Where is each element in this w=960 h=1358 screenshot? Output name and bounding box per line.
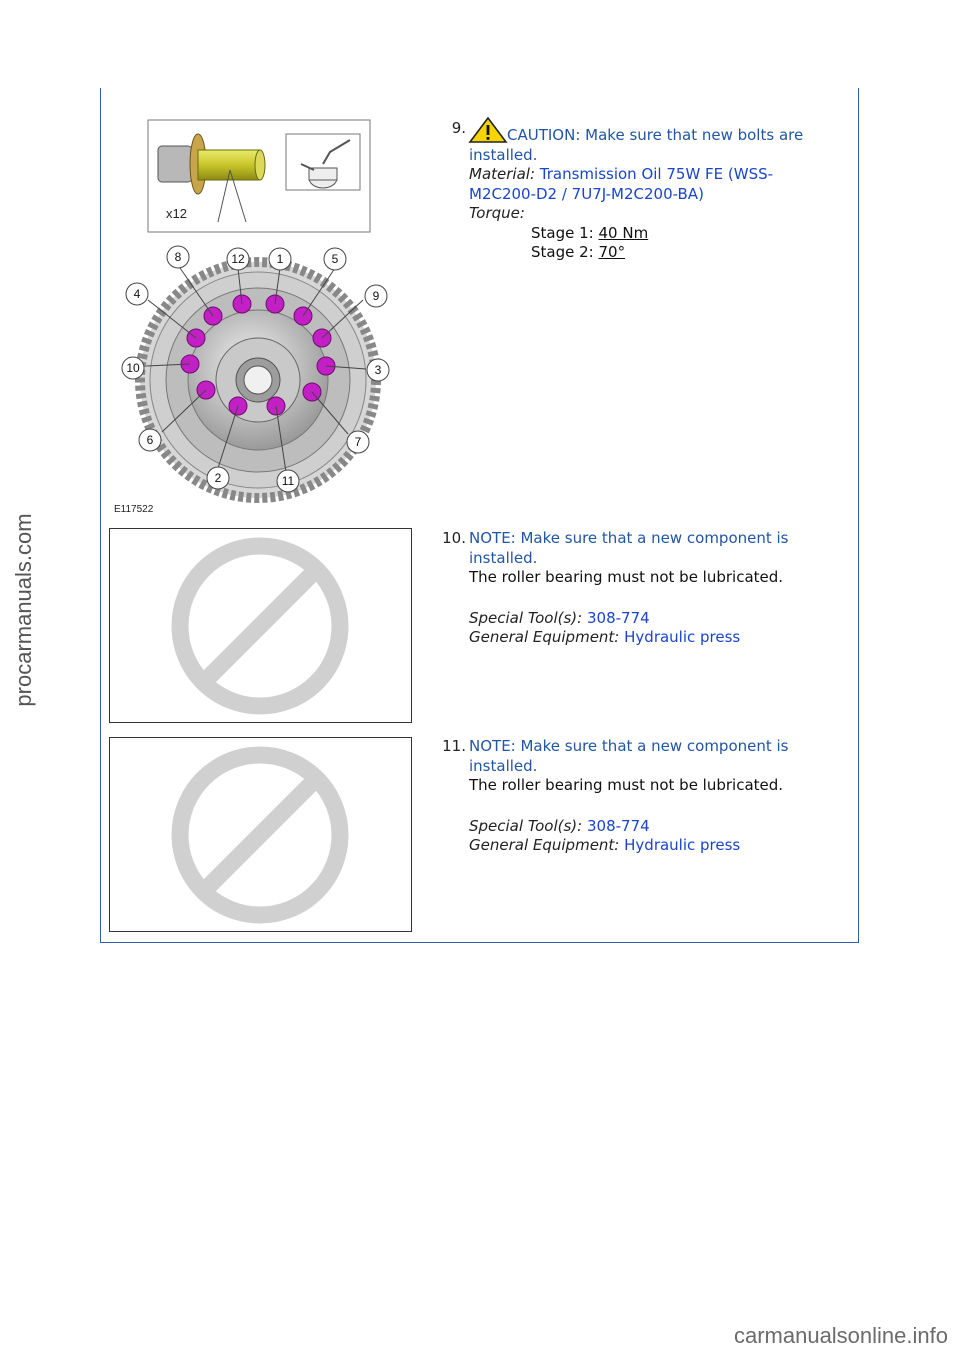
caution-warning-icon — [469, 117, 507, 143]
step-9-figure — [114, 112, 398, 517]
callout-10: 10 — [126, 361, 140, 375]
special-tool-line: Special Tool(s): 308-774 — [469, 608, 650, 627]
callout-5: 5 — [331, 252, 339, 266]
note-text: NOTE: Make sure that a new component is — [469, 737, 789, 755]
callout-7: 7 — [354, 435, 362, 449]
bolt-multiplier: x12 — [166, 206, 187, 221]
caution-text: Make sure that new bolts are — [585, 126, 804, 144]
step-body — [469, 529, 849, 648]
material-link[interactable]: Transmission Oil 75W FE (WSS- — [539, 165, 774, 183]
figure-id: E117522 — [114, 504, 154, 515]
equipment-line: General Equipment: Hydraulic press — [469, 628, 741, 646]
material-label: Material: — [469, 165, 535, 183]
step-10-image-placeholder — [109, 528, 412, 723]
step-body — [469, 737, 849, 856]
material-line — [469, 165, 849, 185]
caution-label: CAUTION: — [507, 126, 581, 144]
torque-label: Torque: — [469, 204, 525, 222]
callout-6: 6 — [146, 433, 154, 447]
stage-2-value: 70° — [598, 243, 626, 261]
callout-3: 3 — [374, 363, 382, 377]
special-tool-link[interactable]: 308-774 — [587, 608, 650, 627]
special-tool-line: Special Tool(s): 308-774 — [469, 816, 650, 835]
step-number: 9. — [451, 119, 466, 137]
callout-8: 8 — [174, 250, 182, 264]
material-link-cont[interactable]: M2C200-D2 / 7U7J-M2C200-BA) — [469, 184, 704, 203]
side-watermark: procarmanuals.com — [11, 513, 36, 707]
step-number: 11. — [442, 737, 466, 755]
caution-text-cont: installed. — [469, 145, 538, 164]
note-text: NOTE: Make sure that a new component is — [469, 529, 789, 547]
caution-line — [469, 117, 849, 146]
instruction-text: The roller bearing must not be lubricated. — [469, 568, 784, 586]
bottom-watermark: carmanualsonline.info — [733, 1323, 948, 1348]
bolt-head — [158, 146, 192, 182]
torque-stage-2: Stage 2: 70° — [531, 243, 626, 261]
callout-2: 2 — [214, 471, 222, 485]
image-unavailable-icon — [110, 738, 411, 931]
equipment-link[interactable]: Hydraulic press — [624, 836, 741, 854]
step-11-image-placeholder — [109, 737, 412, 932]
callout-9: 9 — [372, 289, 380, 303]
special-tool-link[interactable]: 308-774 — [587, 816, 650, 835]
step-body — [469, 117, 849, 263]
instruction-text: The roller bearing must not be lubricated. — [469, 776, 784, 794]
callout-1: 1 — [276, 252, 284, 266]
note-text-cont: installed. — [469, 548, 538, 567]
gear — [140, 262, 376, 498]
stage-1-value: 40 Nm — [598, 223, 649, 242]
step-number: 10. — [442, 529, 466, 547]
callout-12: 12 — [231, 252, 245, 266]
bolt-sequence-illustration — [114, 112, 398, 517]
torque-stage-1: Stage 1: 40 Nm — [531, 223, 649, 242]
note-text-cont: installed. — [469, 756, 538, 775]
callout-4: 4 — [133, 287, 141, 301]
image-unavailable-icon — [110, 529, 411, 722]
equipment-link[interactable]: Hydraulic press — [624, 628, 741, 646]
equipment-line: General Equipment: Hydraulic press — [469, 836, 741, 854]
callout-11: 11 — [281, 474, 295, 488]
